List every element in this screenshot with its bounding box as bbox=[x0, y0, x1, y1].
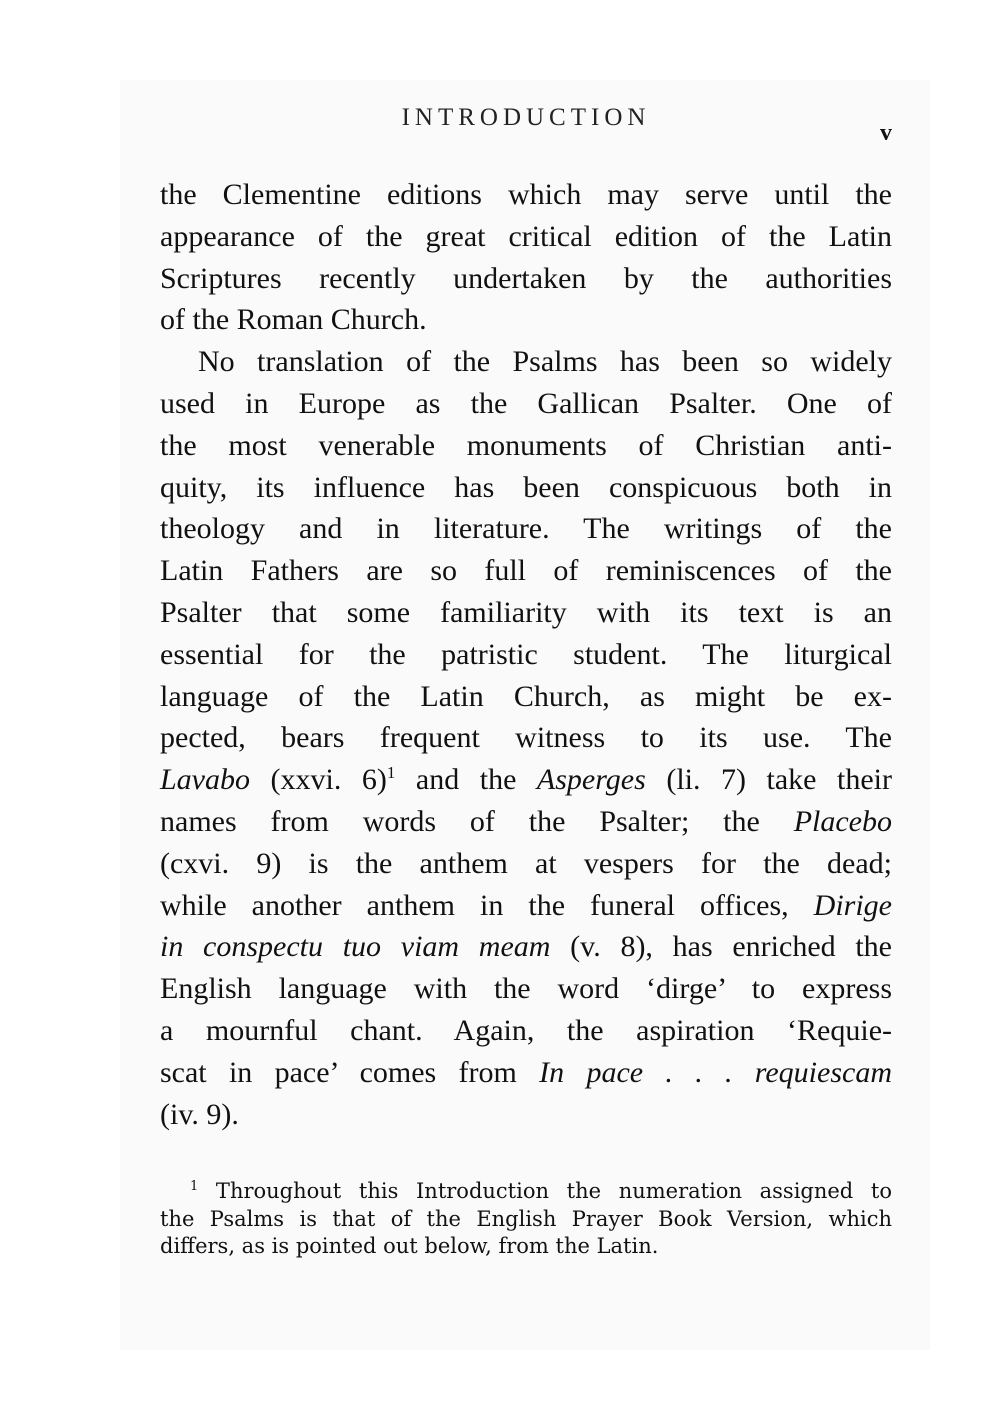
page-number: v bbox=[880, 120, 892, 146]
text-line bbox=[160, 759, 892, 801]
text-line: a mournful chant. Again, the aspiration ‘Requie- bbox=[160, 1013, 892, 1047]
text-line: essential for the patristic student. The liturgical bbox=[160, 637, 892, 671]
text-segment: (v. 8), has enriched the bbox=[550, 930, 892, 964]
footnote-reference: 1 bbox=[386, 763, 396, 783]
italic-phrase-latin: in conspectu tuo viam meam bbox=[160, 930, 551, 964]
text-line: the most venerable monuments of Christian anti- bbox=[160, 428, 892, 462]
text-line: (iv. 9). bbox=[160, 1097, 239, 1131]
text-line: Latin Fathers are so full of reminiscences of the bbox=[160, 554, 892, 588]
text-line: Scriptures recently undertaken by the authorities bbox=[160, 261, 892, 295]
text-line bbox=[160, 801, 892, 843]
italic-term-asperges: Asperges bbox=[536, 763, 646, 797]
footnote bbox=[160, 1178, 892, 1261]
footnote-line bbox=[160, 1178, 892, 1206]
text-line: quity, its influence has been conspicuous both in bbox=[160, 470, 892, 504]
text-line: theology and in literature. The writings of the bbox=[160, 512, 892, 546]
footnote-marker: 1 bbox=[190, 1179, 199, 1194]
italic-term-dirige: Dirige bbox=[813, 888, 892, 922]
italic-term-placebo: Placebo bbox=[793, 804, 892, 838]
text-segment: while another anthem in the funeral offices, bbox=[160, 888, 814, 922]
text-segment: (xxvi. 6) bbox=[250, 763, 387, 797]
body-text bbox=[160, 174, 892, 1135]
text-line: Psalter that some familiarity with its text is an bbox=[160, 595, 892, 629]
text-line: pected, bears frequent witness to its use. The bbox=[160, 721, 892, 755]
text-line bbox=[160, 1052, 892, 1094]
footnote-line: the Psalms is that of the English Prayer Book Version, which bbox=[160, 1206, 892, 1231]
text-segment: scat in pace’ comes from bbox=[160, 1055, 540, 1089]
text-segment: names from words of the Psalter; the bbox=[160, 804, 794, 838]
text-line: the Clementine editions which may serve until the bbox=[160, 178, 892, 211]
text-line bbox=[160, 885, 892, 927]
running-head bbox=[160, 104, 892, 144]
text-line: English language with the word ‘dirge’ to express bbox=[160, 972, 892, 1006]
text-line: of the Roman Church. bbox=[160, 303, 427, 337]
italic-phrase-requiescam: In pace . . . requiescam bbox=[539, 1055, 892, 1089]
running-title: INTRODUCTION bbox=[401, 104, 651, 131]
text-line bbox=[160, 926, 892, 968]
text-line: language of the Latin Church, as might be ex- bbox=[160, 679, 892, 713]
italic-term-lavabo: Lavabo bbox=[160, 763, 250, 797]
footnote-line: differs, as is pointed out below, from the Latin. bbox=[160, 1234, 659, 1258]
text-line: used in Europe as the Gallican Psalter. One of bbox=[160, 386, 892, 420]
text-line: No translation of the Psalms has been so widely bbox=[198, 345, 892, 379]
text-line: appearance of the great critical edition of the Latin bbox=[160, 219, 892, 253]
text-line: (cxvi. 9) is the anthem at vespers for the dead; bbox=[160, 846, 892, 880]
text-segment: and the bbox=[395, 763, 537, 797]
text-segment: (li. 7) take their bbox=[645, 763, 892, 797]
footnote-text: Throughout this Introduction the numeration assigned to bbox=[198, 1179, 892, 1203]
